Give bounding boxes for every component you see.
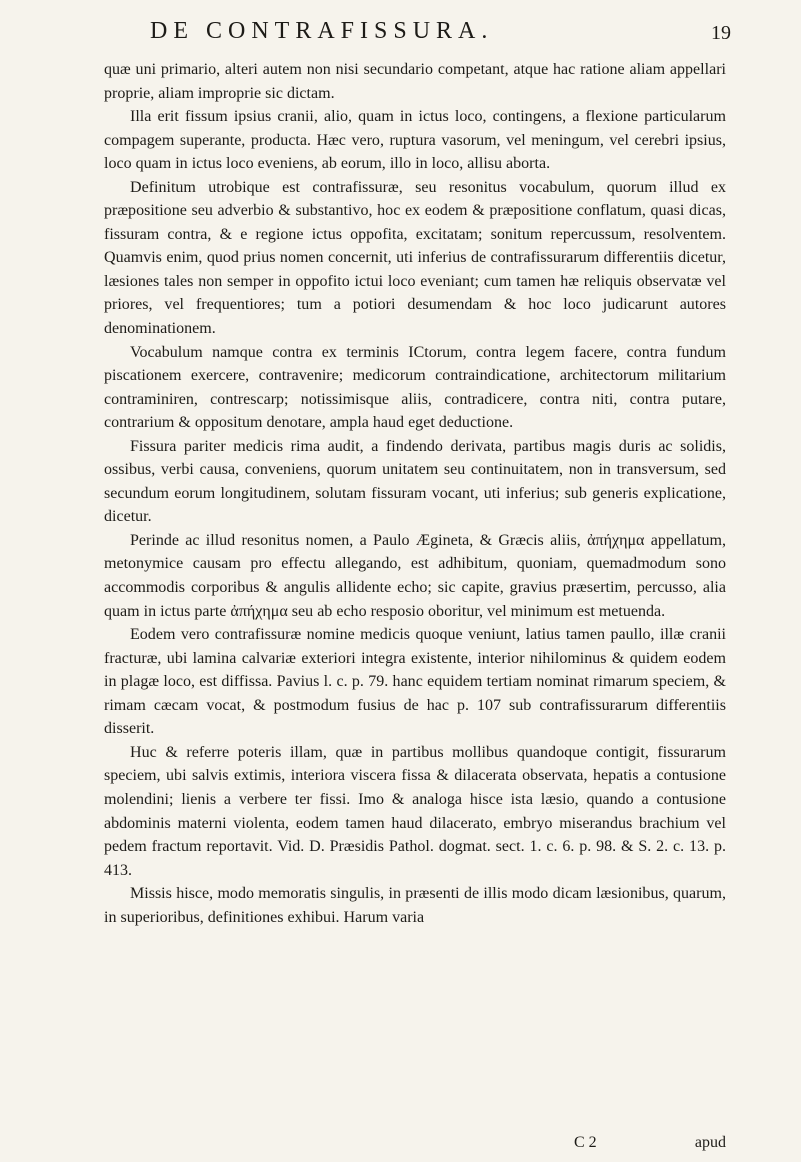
body-text [104, 58, 726, 929]
page-footer [104, 1134, 726, 1158]
page-number: 19 [711, 22, 731, 44]
paragraph-3: Definitum utrobique est contrafissuræ, seu resonitus vocabulum, quorum illud ex præpositione seu adverbio & substantivo, hoc ex eodem & præpositione conflatum, quasi dicas, fissuram contra, & e regione ictus oppofita, excitatam; sonitum repercussum, resolventem. Quamvis enim, quod prius nomen concernit, uti inferius de contrafissurarum differentiis dicetur, læsiones tales non semper in oppofito ictui loco eveniant; cum tamen hæ reliquis observatæ vel priores, vel frequentiores; tum a potiori desumendam & hoc loco judicarunt autores denominationem. [104, 178, 726, 338]
paragraph-7: Eodem vero contrafissuræ nomine medicis quoque veniunt, latius tamen paullo, illæ cranii fracturæ, ubi lamina calvariæ exteriori integra existente, interior nihilominus & quidem eodem in plagæ loco, est diffissa. Pavius l. c. p. 79. hanc equidem tertiam nominat rimarum speciem, & rimam cæcam vocat, & postmodum fusius de hac p. 107 sub contrafissurarum differentiis disserit. [104, 626, 726, 738]
paragraph-8: Huc & referre poteris illam, quæ in partibus mollibus quandoque contigit, fissurarum speciem, ubi salvis extimis, interiora viscera fissa & dilacerata observata, hepatis a contusione molendini; lienis a verbere ter fissi. Imo & analoga hisce ista læsio, quando a contusione abdominis materni violenta, eodem tamen haud dilacerato, embryo miserandus brachium vel pedem fractum reportavit. Vid. D. Præsidis Pathol. dogmat. sect. 1. c. 6. p. 98. & S. 2. c. 13. p. 413. [104, 743, 726, 879]
paragraph-4: Vocabulum namque contra ex terminis ICtorum, contra legem facere, contra fundum piscationem exercere, contravenire; medicorum contraindicatione, architectorum militarium contraminiren, contrescarp; notissimisque aliis, contradicere, contra niti, contra putare, contrarium & oppositum denotare, ampla haud eget deductione. [104, 343, 726, 432]
paragraph-2: Illa erit fissum ipsius cranii, alio, quam in ictus loco, contingens, a flexione particularum compagem superante, producta. Hæc vero, ruptura vasorum, vel meningum, vel cerebri ipsius, loco quam in ictus loco eveniens, ab eorum, illo in loco, allisu aborta. [104, 108, 726, 173]
paragraph-5: Fissura pariter medicis rima audit, a findendo derivata, partibus magis duris ac solidis, ossibus, verbi causa, conveniens, quorum unitatem seu continuitatem, non in transversum, sed secundum eorum longitudinem, solutam fissuram vocant, uti inferius; sub generis explicatione, dicetur. [104, 437, 726, 526]
paragraph-9: Missis hisce, modo memoratis singulis, in præsenti de illis modo dicam læsionibus, quarum, in superioribus, definitiones exhibui. Harum varia [104, 885, 726, 926]
catchword: apud [694, 1134, 726, 1151]
paragraph-6: Perinde ac illud resonitus nomen, a Paulo Ægineta, & Græcis aliis, ἀπήχημα appellatum, metonymice causam pro effectu allegando, est adhibitum, quoniam, quemadmodum sono accommodis corporibus & angulis allidente echo; sic capite, gravius præsertim, percusso, alia quam in ictus parte ἀπήχημα seu ab echo resposio oboritur, vel minimum est metuenda. [104, 531, 726, 620]
running-head [150, 18, 731, 50]
signature-mark: C 2 [574, 1134, 597, 1151]
paragraph-1: quæ uni primario, alteri autem non nisi secundario competant, atque hac ratione aliam appellari proprie, aliam improprie sic dictam. [104, 61, 726, 102]
running-title: DE CONTRAFISSURA. [150, 18, 494, 44]
